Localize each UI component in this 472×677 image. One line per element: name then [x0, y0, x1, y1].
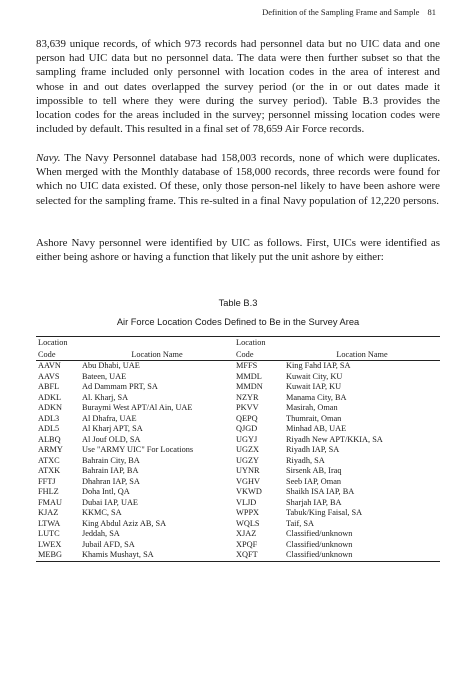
location-name: Al Kharj APT, SA	[82, 424, 143, 433]
location-code: ATXK	[38, 466, 61, 475]
table-row	[36, 519, 440, 530]
location-name: Manama City, BA	[286, 392, 347, 402]
table-row	[36, 487, 440, 498]
table-row	[36, 477, 440, 488]
table-number: Table B.3	[218, 298, 258, 308]
location-name: Riyadh IAP, SA	[286, 445, 340, 454]
location-name: Riyadh New APT/KKIA, SA	[286, 434, 383, 444]
location-code: ARMY	[38, 445, 63, 454]
location-name: Jeddah, SA	[82, 529, 120, 538]
location-name: Classified/unknown	[286, 529, 353, 538]
location-code: NZYR	[236, 392, 259, 402]
table-caption: Air Force Location Codes Defined to Be in the Survey Area	[116, 317, 360, 327]
table-row	[36, 435, 440, 446]
location-code: XPQF	[236, 539, 258, 549]
location-name: KKMC, SA	[82, 508, 122, 517]
location-code: FMAU	[38, 497, 62, 507]
location-name: Masirah, Oman	[286, 403, 338, 412]
location-code: FHLZ	[38, 487, 59, 496]
table-row	[36, 445, 440, 456]
location-code: ADKL	[38, 392, 62, 402]
table-row	[36, 424, 440, 435]
location-name: Kuwait City, KU	[286, 371, 343, 381]
paragraph-air-force-records: 83,639 unique records, of which 973 records had personnel data but no UIC data and one person had UIC data but no personnel data. The data were then further subset so that the sampling frame included only personnel with location codes in the area of interest and whose in and out dates overlapped the survey period (or the in or out dates made it impossible to tell where they were during the survey period). Table B.3 provides the location codes for the areas included in the survey; personnel missing location codes were included by default. This resulted in a final set of 78,659 Air Force records.	[36, 38, 440, 136]
table-row	[36, 508, 440, 519]
location-name: Classified/unknown	[286, 539, 353, 549]
column-header-code-top: Location	[36, 337, 80, 349]
location-name: Taif, SA	[286, 518, 314, 528]
location-name: Khamis Mushayt, SA	[80, 550, 234, 561]
location-name: Tabuk/King Faisal, SA	[286, 508, 363, 517]
location-name: Dhahran IAP, SA	[82, 476, 140, 486]
location-code: LWEX	[38, 539, 62, 549]
page-number: 81	[427, 7, 436, 17]
column-header-code: Code	[36, 349, 80, 361]
location-code: MFFS	[236, 361, 258, 370]
table-body	[36, 361, 440, 562]
location-name: Minhad AB, UAE	[286, 424, 347, 433]
location-name: King Fahd IAP, SA	[286, 361, 351, 370]
table-row	[36, 456, 440, 467]
column-header-location-name-2: Location Name	[284, 349, 440, 361]
location-code: ADL3	[38, 413, 60, 423]
location-code: VGHV	[236, 476, 260, 486]
table-row	[36, 403, 440, 414]
table-row	[36, 498, 440, 509]
table-row	[36, 414, 440, 425]
location-code: QJGD	[236, 424, 258, 433]
location-code: VKWD	[236, 487, 262, 496]
table-row	[36, 550, 440, 561]
location-name: Abu Dhabi, UAE	[82, 361, 140, 370]
location-code: QEPQ	[236, 413, 258, 423]
location-name: Ad Dammam PRT, SA	[82, 382, 158, 391]
location-code: ADKN	[38, 403, 62, 412]
running-title: Definition of the Sampling Frame and Sample	[262, 7, 420, 17]
table-row	[36, 372, 440, 383]
location-code: WPPX	[236, 508, 260, 517]
location-name: Kuwait IAP, KU	[286, 382, 342, 391]
table-row	[36, 466, 440, 477]
location-codes-table	[36, 336, 440, 562]
location-code: ADL5	[38, 424, 60, 433]
location-name: Use "ARMY UIC" For Locations	[82, 445, 194, 454]
location-name: Bateen, UAE	[82, 371, 127, 381]
column-header-code-top-2: Location	[234, 337, 284, 349]
location-name: Riyadh, SA	[286, 455, 325, 465]
location-name: Thumrait, Oman	[286, 413, 342, 423]
location-code: ATXC	[38, 455, 60, 465]
location-name: King Abdul Aziz AB, SA	[82, 518, 167, 528]
table-row	[36, 382, 440, 393]
paragraph-ashore-navy: Ashore Navy personnel were identified by UIC as follows. First, UICs were identified as either being ashore or having a function that likely put the unit ashore by either:	[36, 237, 440, 264]
location-code: KJAZ	[38, 508, 59, 517]
location-code: PKVV	[236, 403, 259, 412]
navy-run-in-heading: Navy.	[36, 152, 61, 164]
table-row	[36, 393, 440, 404]
location-code: LUTC	[38, 529, 60, 538]
column-header-spacer	[80, 337, 234, 349]
location-code: WQLS	[236, 518, 260, 528]
column-header-location-name: Location Name	[80, 349, 234, 361]
location-code: AAVN	[38, 361, 61, 370]
location-name: Al. Kharj, SA	[82, 392, 129, 402]
location-code: UGZY	[236, 455, 260, 465]
column-header-code-2: Code	[234, 349, 284, 361]
location-name: Dubai IAP, UAE	[82, 497, 138, 507]
location-name: Al Jouf OLD, SA	[82, 434, 141, 444]
location-code: LTWA	[38, 518, 61, 528]
location-name: Bahrain IAP, BA	[82, 466, 139, 475]
column-header-spacer-2	[284, 337, 440, 349]
location-code: ABFL	[38, 382, 60, 391]
location-code: MMDN	[236, 382, 263, 391]
location-code: UGYJ	[236, 434, 258, 444]
location-name: Doha Intl, QA	[82, 487, 130, 496]
location-code: VLJD	[236, 497, 257, 507]
location-name: Al Dhafra, UAE	[82, 413, 137, 423]
running-header	[36, 7, 436, 17]
paragraph-navy-text: The Navy Personnel database had 158,003 records, none of which were duplicates. When merged with the Monthly database of 158,000 records, three records were found for which no UIC data existed. Of these, only those person-nel likely to have been ashore were selected for the sampling frame. This re-sulted in a final Navy population of 12,220 persons.	[36, 152, 440, 207]
location-name: Shaikh ISA IAP, BA	[286, 487, 355, 496]
table-row	[36, 540, 440, 551]
location-code: AAVS	[38, 371, 60, 381]
location-name: Classified/unknown	[284, 550, 440, 561]
location-code: FFTJ	[38, 476, 56, 486]
table-row	[36, 529, 440, 540]
location-code: UYNR	[236, 466, 260, 475]
location-name: Buraymi West APT/Al Ain, UAE	[82, 403, 193, 412]
location-code: XQFT	[234, 550, 284, 561]
location-code: MEBG	[36, 550, 80, 561]
location-name: Sharjah IAP, BA	[286, 497, 342, 507]
paragraph-navy	[36, 151, 440, 208]
location-code: XJAZ	[236, 529, 257, 538]
table-row	[36, 361, 440, 372]
location-name: Bahrain City, BA	[82, 455, 140, 465]
location-name: Sirsenk AB, Iraq	[286, 466, 342, 475]
location-code: ALBQ	[38, 434, 61, 444]
location-name: Jubail AFD, SA	[82, 539, 135, 549]
location-code: MMDL	[236, 371, 262, 381]
location-name: Seeb IAP, Oman	[286, 476, 342, 486]
location-code: UGZX	[236, 445, 260, 454]
